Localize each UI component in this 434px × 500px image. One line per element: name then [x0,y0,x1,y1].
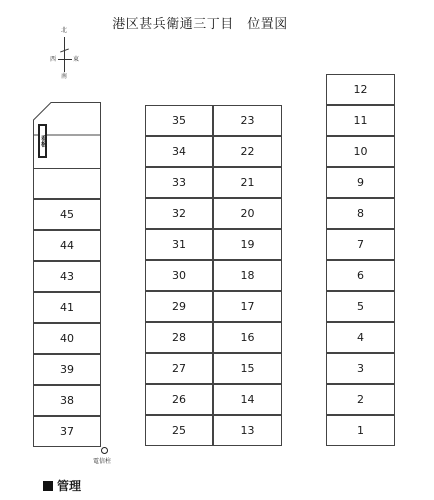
parking-slot: 5 [326,291,395,322]
parking-slot: 21 [213,167,282,198]
parking-slot: 20 [213,198,282,229]
parking-slot: 32 [145,198,213,229]
page-title: 港区甚兵衛通三丁目 位置図 [112,17,288,32]
compass-west-label: 西 [50,56,57,63]
parking-slot: 2 [326,384,395,415]
parking-slot: 44 [33,230,101,261]
parking-slot: 13 [213,415,282,446]
parking-slot: 11 [326,105,395,136]
parking-slot: 31 [145,229,213,260]
parking-slot: 7 [326,229,395,260]
utility-pole-label: 電信柱 [93,458,112,465]
parking-slot: 16 [213,322,282,353]
parking-slot: 12 [326,74,395,105]
parking-slot: 9 [326,167,395,198]
parking-slot: 34 [145,136,213,167]
parking-slot: 26 [145,384,213,415]
signboard-icon [38,124,47,158]
compass-horizontal-line [58,59,72,60]
compass-south-label: 南 [61,73,68,80]
parking-slot: 14 [213,384,282,415]
parking-slot: 6 [326,260,395,291]
parking-slot: 1 [326,415,395,446]
parking-slot: 15 [213,353,282,384]
parking-slot: 37 [33,416,101,447]
parking-slot: 40 [33,323,101,354]
square-bullet-icon [43,481,53,491]
parking-slot: 25 [145,415,213,446]
parking-slot: 38 [33,385,101,416]
parking-slot: 35 [145,105,213,136]
parking-slot: 39 [33,354,101,385]
compass-north-label: 北 [61,27,68,34]
parking-slot: 8 [326,198,395,229]
signboard-label: 看板 [39,135,47,147]
parking-slot: 43 [33,261,101,292]
parking-slot: 10 [326,136,395,167]
parking-slot: 33 [145,167,213,198]
parking-slot: 28 [145,322,213,353]
legend [43,477,81,494]
utility-pole-icon [101,447,108,454]
parking-slot: 27 [145,353,213,384]
parking-slot: 4 [326,322,395,353]
parking-slot: 41 [33,292,101,323]
parking-slot: 17 [213,291,282,322]
parking-slot: 19 [213,229,282,260]
parking-slot: 29 [145,291,213,322]
compass-vertical-line [64,37,65,72]
parking-slot: 3 [326,353,395,384]
compass-east-label: 東 [73,56,80,63]
legend-label: 管理 [57,479,82,493]
parking-slot: 30 [145,260,213,291]
parking-slot-blank [33,168,101,199]
compass-icon [50,28,82,84]
parking-slot: 18 [213,260,282,291]
parking-slot: 45 [33,199,101,230]
parking-slot: 22 [213,136,282,167]
parking-slot: 23 [213,105,282,136]
